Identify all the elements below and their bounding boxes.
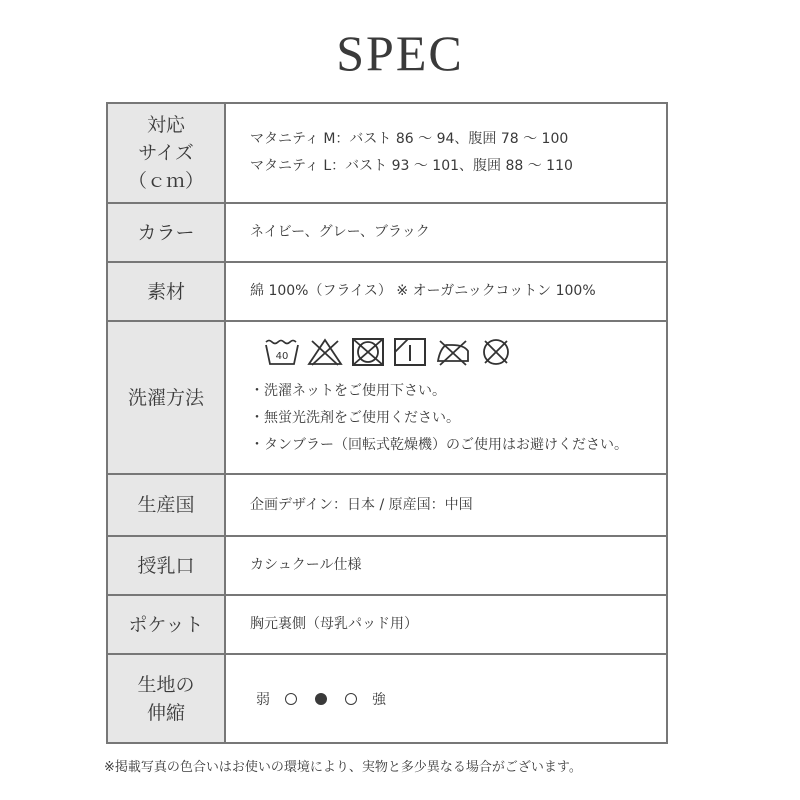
origin-text: 企画デザイン：日本 / 原産国：中国 <box>250 496 473 513</box>
line-dry-shade-icon <box>392 336 428 368</box>
no-dry-clean-icon <box>478 337 514 367</box>
table-row-nursing <box>108 537 666 596</box>
size-label-line: （ｃｍ） <box>127 170 204 192</box>
stretch-dot <box>285 693 297 705</box>
row-label-washing: 洗濯方法 <box>108 322 226 473</box>
row-value-color <box>226 204 666 261</box>
row-label-material: 素材 <box>108 263 226 320</box>
row-value-size <box>226 104 666 202</box>
no-iron-icon <box>434 337 472 367</box>
washing-note: ・タンブラー（回転式乾燥機）のご使用はお避けください。 <box>250 437 628 453</box>
size-label-line: 対応 <box>146 114 185 136</box>
page-title: SPEC <box>336 25 464 81</box>
row-label-origin: 生産国 <box>108 475 226 535</box>
material-text: 綿 100%（フライス） ※ オーガニックコットン 100% <box>250 283 596 299</box>
wash-temp-label: 40 <box>275 351 289 362</box>
row-value-washing <box>226 322 666 473</box>
size-label-line: サイズ <box>138 142 194 164</box>
size-m-text: マタニティ M：バスト 86 〜 94、腹囲 78 〜 100 <box>250 131 569 147</box>
stretch-scale <box>250 689 666 709</box>
row-label-size <box>108 104 226 202</box>
table-row-washing <box>108 322 666 475</box>
table-row-material <box>108 263 666 322</box>
stretch-dot-selected <box>315 693 327 705</box>
stretch-label-line: 生地の <box>137 673 195 696</box>
care-icons <box>264 336 666 368</box>
pocket-text: 胸元裏側（母乳パッド用） <box>250 616 418 632</box>
row-label-stretch <box>108 655 226 742</box>
stretch-label-line: 伸縮 <box>146 701 185 724</box>
size-l-text: マタニティ L：バスト 93 〜 101、腹囲 88 〜 110 <box>250 158 573 174</box>
row-label-pocket: ポケット <box>108 596 226 653</box>
row-value-stretch <box>226 655 666 742</box>
no-tumble-dry-icon <box>350 336 386 368</box>
wash-40-icon <box>264 337 300 367</box>
stretch-strong-label: 強 <box>372 691 386 708</box>
row-value-pocket <box>226 596 666 653</box>
row-label-color: カラー <box>108 204 226 261</box>
stretch-dot <box>345 693 357 705</box>
spec-table <box>106 102 668 744</box>
row-value-material <box>226 263 666 320</box>
nursing-text: カシュクール仕様 <box>250 557 362 573</box>
disclaimer-footnote: ※掲載写真の色合いはお使いの環境により、実物と多少異なる場合がございます。 <box>104 760 582 775</box>
table-row-color <box>108 204 666 263</box>
stretch-dots <box>276 693 366 705</box>
washing-note: ・洗濯ネットをご使用下さい。 <box>250 383 446 399</box>
table-row-pocket <box>108 596 666 655</box>
row-value-nursing <box>226 537 666 594</box>
washing-note: ・無蛍光洗剤をご使用ください。 <box>250 410 460 426</box>
row-label-nursing: 授乳口 <box>108 537 226 594</box>
stretch-weak-label: 弱 <box>256 691 270 708</box>
table-row-size <box>108 104 666 204</box>
color-text: ネイビー、グレー、ブラック <box>250 224 430 240</box>
table-row-origin <box>108 475 666 537</box>
table-row-stretch <box>108 655 666 742</box>
no-bleach-icon <box>306 337 344 367</box>
row-value-origin <box>226 475 666 535</box>
